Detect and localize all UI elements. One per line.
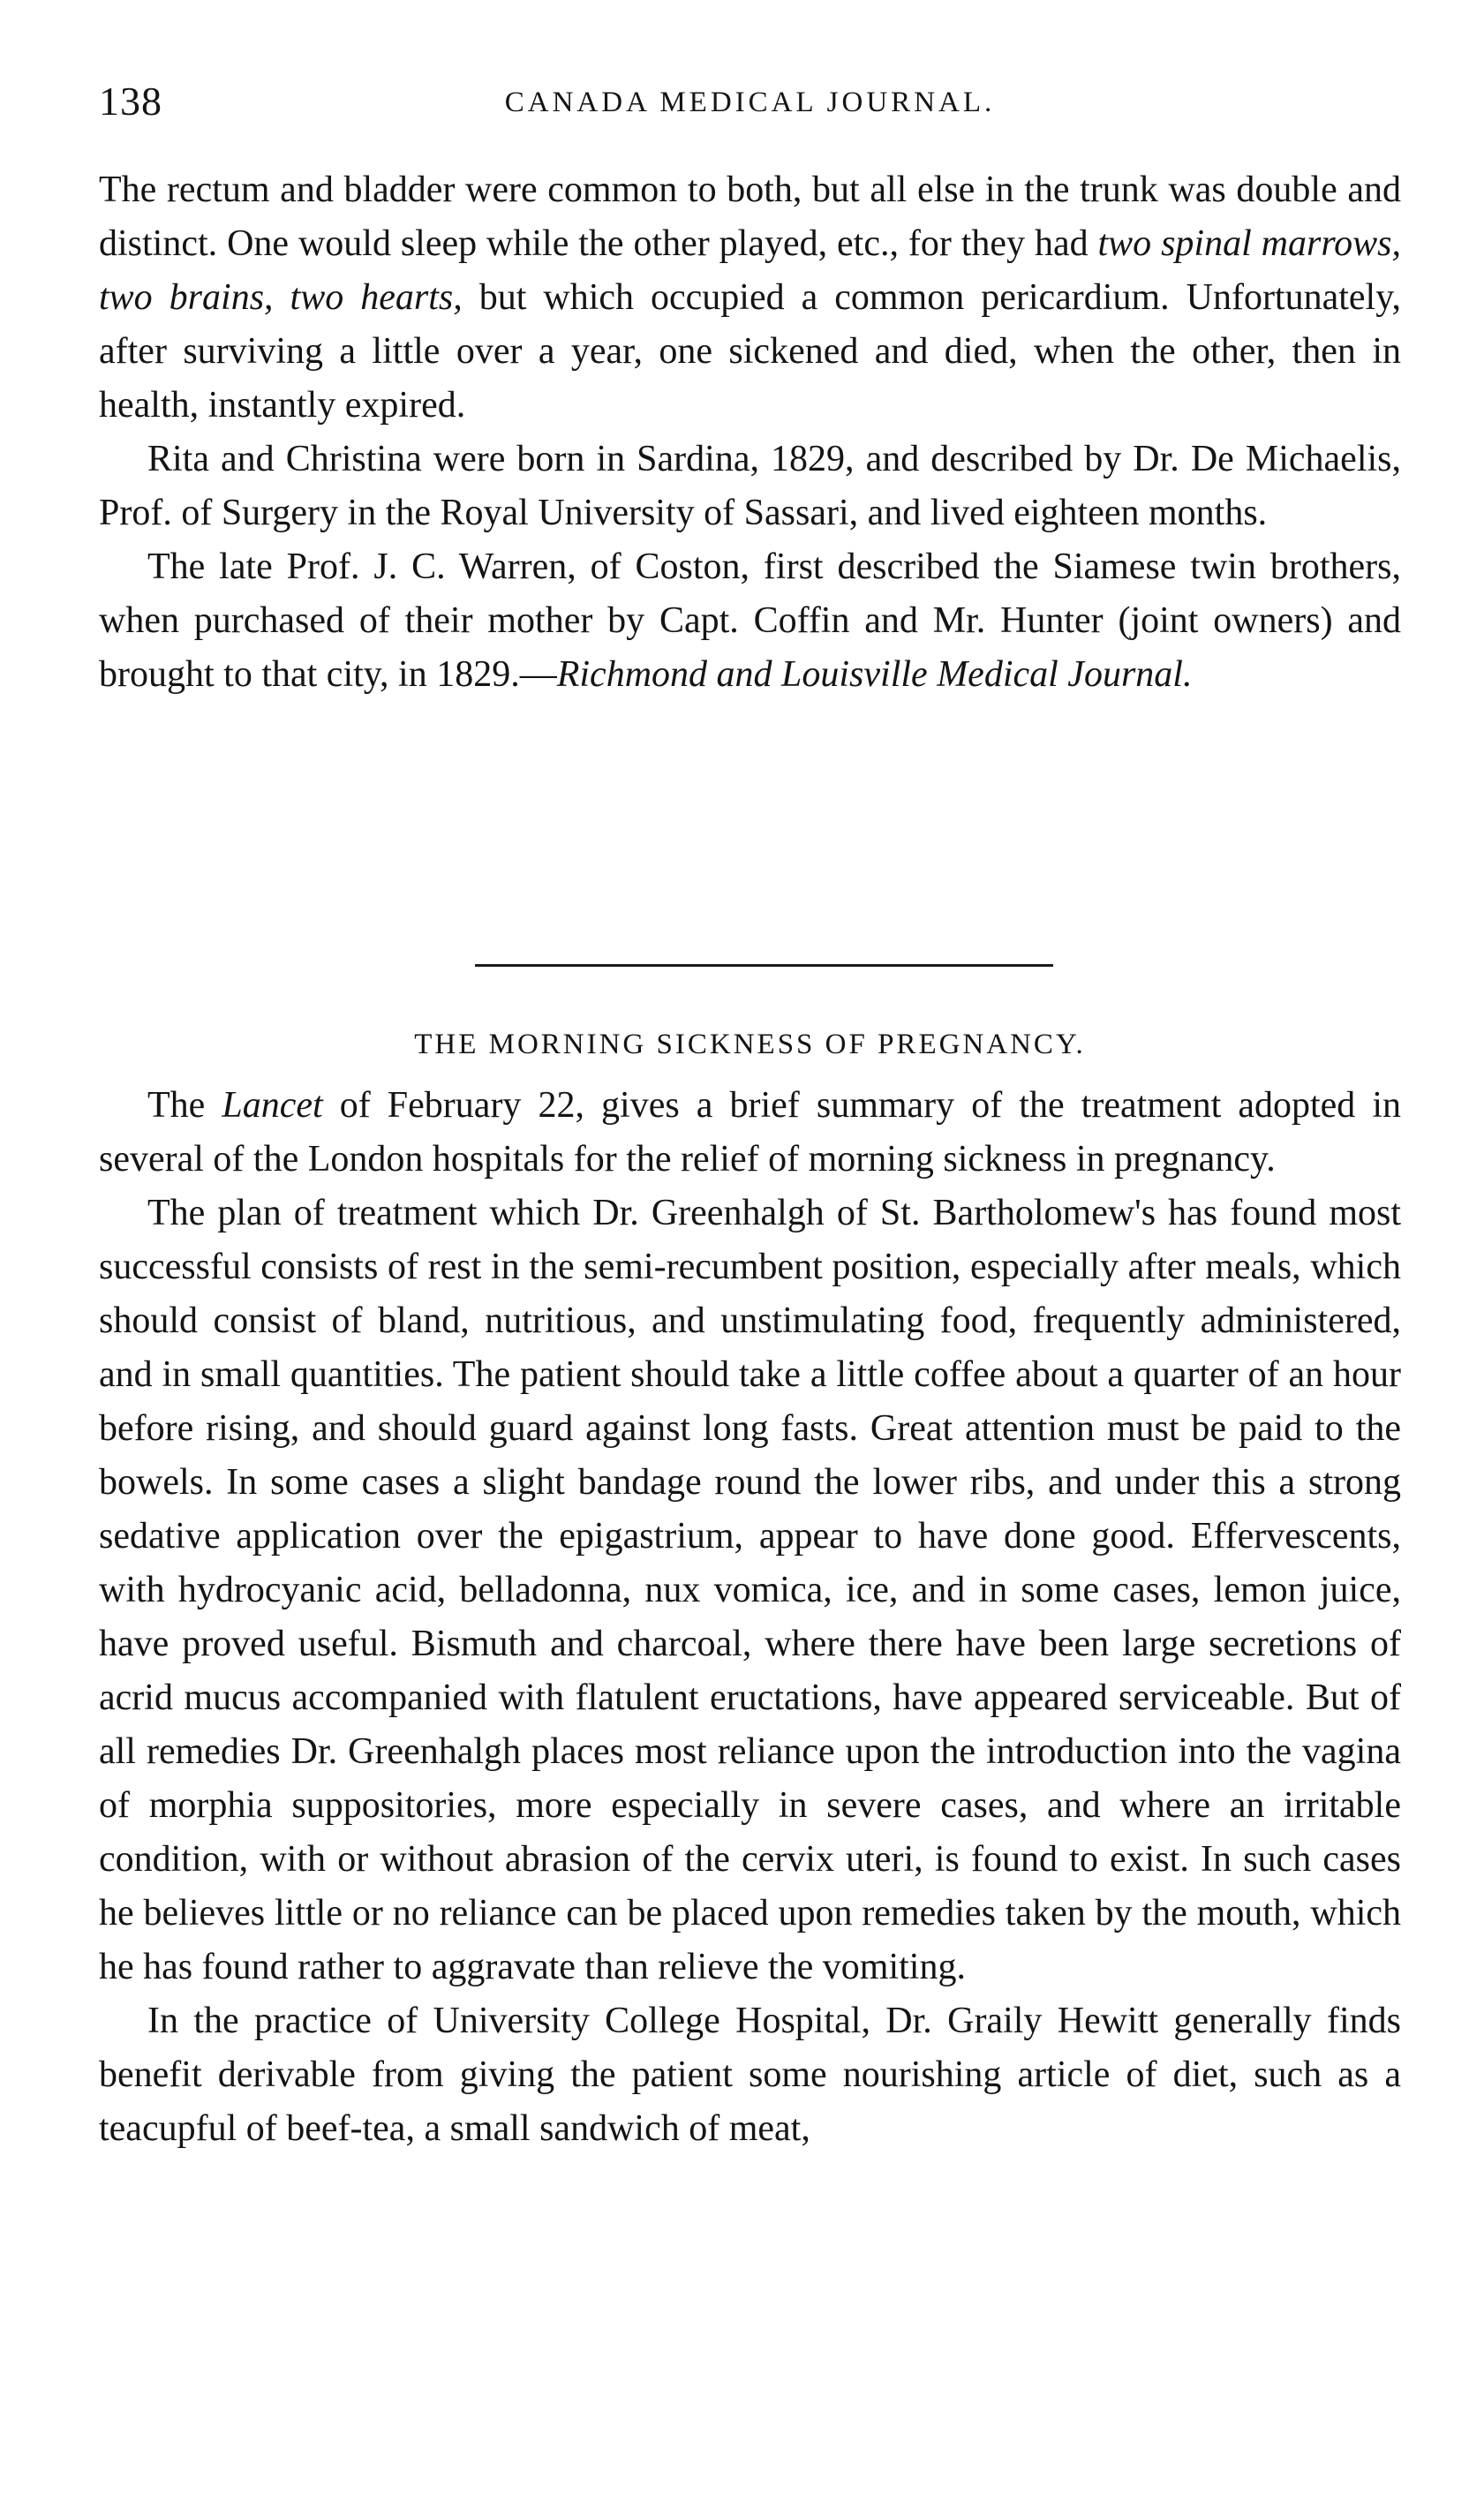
page-number: 138 [99, 79, 162, 124]
article-continuation [99, 163, 1401, 702]
section-title: THE MORNING SICKNESS OF PREGNANCY. [414, 1029, 1086, 1060]
section-divider [475, 964, 1053, 967]
journal-title: CANADA MEDICAL JOURNAL. [504, 87, 996, 118]
paragraph: The rectum and bladder were common to both, but all else in the trunk was double and distinct. One would sleep while the other played, etc., for they had two spinal marrows, two brains, two hearts, but which occupied a common pericardium. Unfortunately, after surviving a little over a year, one sickened and died, when the other, then in health, instantly expired. [99, 170, 1401, 426]
paragraph: The Lancet of February 22, gives a brief summary of the treatment adopted in several of the London hospitals for the relief of morning sickness in pregnancy. [99, 1085, 1402, 1180]
paragraph: In the practice of University College Hospital, Dr. Graily Hewitt generally finds benefit derivable from giving the patient some nourishing article of diet, such as a teacupful of beef-tea, a small sandwich of meat, [99, 2001, 1401, 2149]
paragraph: The plan of treatment which Dr. Greenhalgh of St. Bartholomew's has found most successful consists of rest in the semi-recumbent position, especially after meals, which should consist of bland, nutritious, and unstimulating food, frequently administered, and in small quantities. The patient should take a little coffee about a quarter of an hour before rising, and should guard against long fasts. Great attention must be paid to the bowels. In some cases a slight bandage round the lower ribs, and under this a strong sedative application over the epigastrium, appear to have done good. Effervescents, with hydrocyanic acid, belladonna, nux vomica, ice, and in some cases, lemon juice, have proved useful. Bismuth and charcoal, where there have been large secretions of acrid mucus accompanied with flatulent eructations, have appeared serviceable. But of all remedies Dr. Greenhalgh places most reliance upon the introduction into the vagina of morphia suppositories, more especially in severe cases, and where an irritable condition, with or without abrasion of the cervix uteri, is found to exist. In such cases he believes little or no reliance can be placed upon remedies taken by the mouth, which he has found rather to aggravate than relieve the vomiting. [99, 1193, 1401, 1987]
paragraph: The late Prof. J. C. Warren, of Coston, first described the Siamese twin brothers, when purchased of their mother by Capt. Coffin and Mr. Hunter (joint owners) and brought to that city, in 1829.—Richmond and Louisville Medical Journal. [99, 546, 1401, 695]
paragraph: Rita and Christina were born in Sardina, 1829, and described by Dr. De Michaelis, Prof. of Surgery in the Royal University of Sassari, and lived eighteen months. [99, 439, 1401, 533]
article-body [99, 1079, 1401, 2156]
running-head [99, 78, 1401, 131]
